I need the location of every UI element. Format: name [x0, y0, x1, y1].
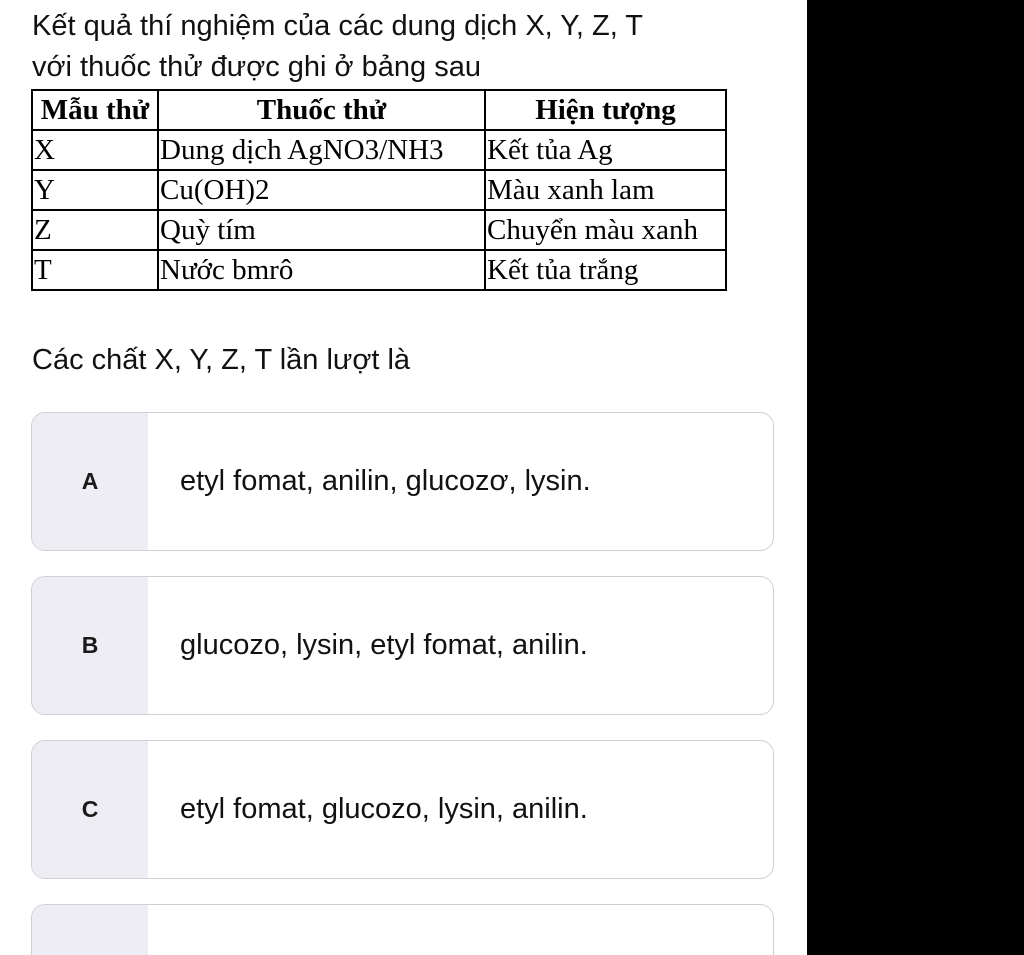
table-cell-sample: T [32, 250, 158, 290]
header-reagent: Thuốc thử [158, 90, 485, 130]
table-cell-sample: Z [32, 210, 158, 250]
table-cell-phenomenon: Màu xanh lam [485, 170, 726, 210]
option-letter: A [81, 468, 99, 494]
table-cell-reagent: Dung dịch AgNO3/NH3 [158, 130, 485, 170]
header-sample: Mẫu thử [32, 90, 158, 130]
option-letter-panel [32, 577, 148, 714]
table-cell-phenomenon: Chuyển màu xanh [485, 210, 726, 250]
table-cell-phenomenon: Kết tủa Ag [485, 130, 726, 170]
table-row [32, 130, 726, 170]
table-cell-sample: X [32, 130, 158, 170]
table-row [32, 170, 726, 210]
question-text [32, 6, 772, 88]
option-letter-panel [32, 413, 148, 550]
answer-option-c[interactable] [31, 740, 774, 879]
question-line-2: với thuốc thử được ghi ở bảng sau [32, 51, 481, 83]
header-phenomenon: Hiện tượng [485, 90, 726, 130]
table-cell-sample: Y [32, 170, 158, 210]
option-text: glucozo, lysin, etyl fomat, anilin. [180, 629, 588, 661]
question-line-1: Kết quả thí nghiệm của các dung dịch X, Y, Z, T [32, 10, 643, 42]
answer-option-b[interactable] [31, 576, 774, 715]
answer-option-a[interactable] [31, 412, 774, 551]
reagent-table [31, 89, 727, 291]
table-row [32, 250, 726, 290]
option-letter-panel [32, 741, 148, 878]
option-letter-panel [32, 905, 148, 955]
option-letter: C [81, 796, 99, 822]
table-row [32, 210, 726, 250]
table-cell-reagent: Quỳ tím [158, 210, 485, 250]
table-cell-reagent: Nước bmrô [158, 250, 485, 290]
answer-option-d[interactable] [31, 904, 774, 955]
option-text: etyl fomat, anilin, glucozơ, lysin. [180, 465, 591, 497]
table-cell-phenomenon: Kết tủa trắng [485, 250, 726, 290]
option-text: etyl fomat, glucozo, lysin, anilin. [180, 793, 588, 825]
option-letter: B [81, 632, 99, 658]
table-cell-reagent: Cu(OH)2 [158, 170, 485, 210]
answer-prompt: Các chất X, Y, Z, T lần lượt là [32, 344, 411, 376]
table-header-row [32, 90, 726, 130]
